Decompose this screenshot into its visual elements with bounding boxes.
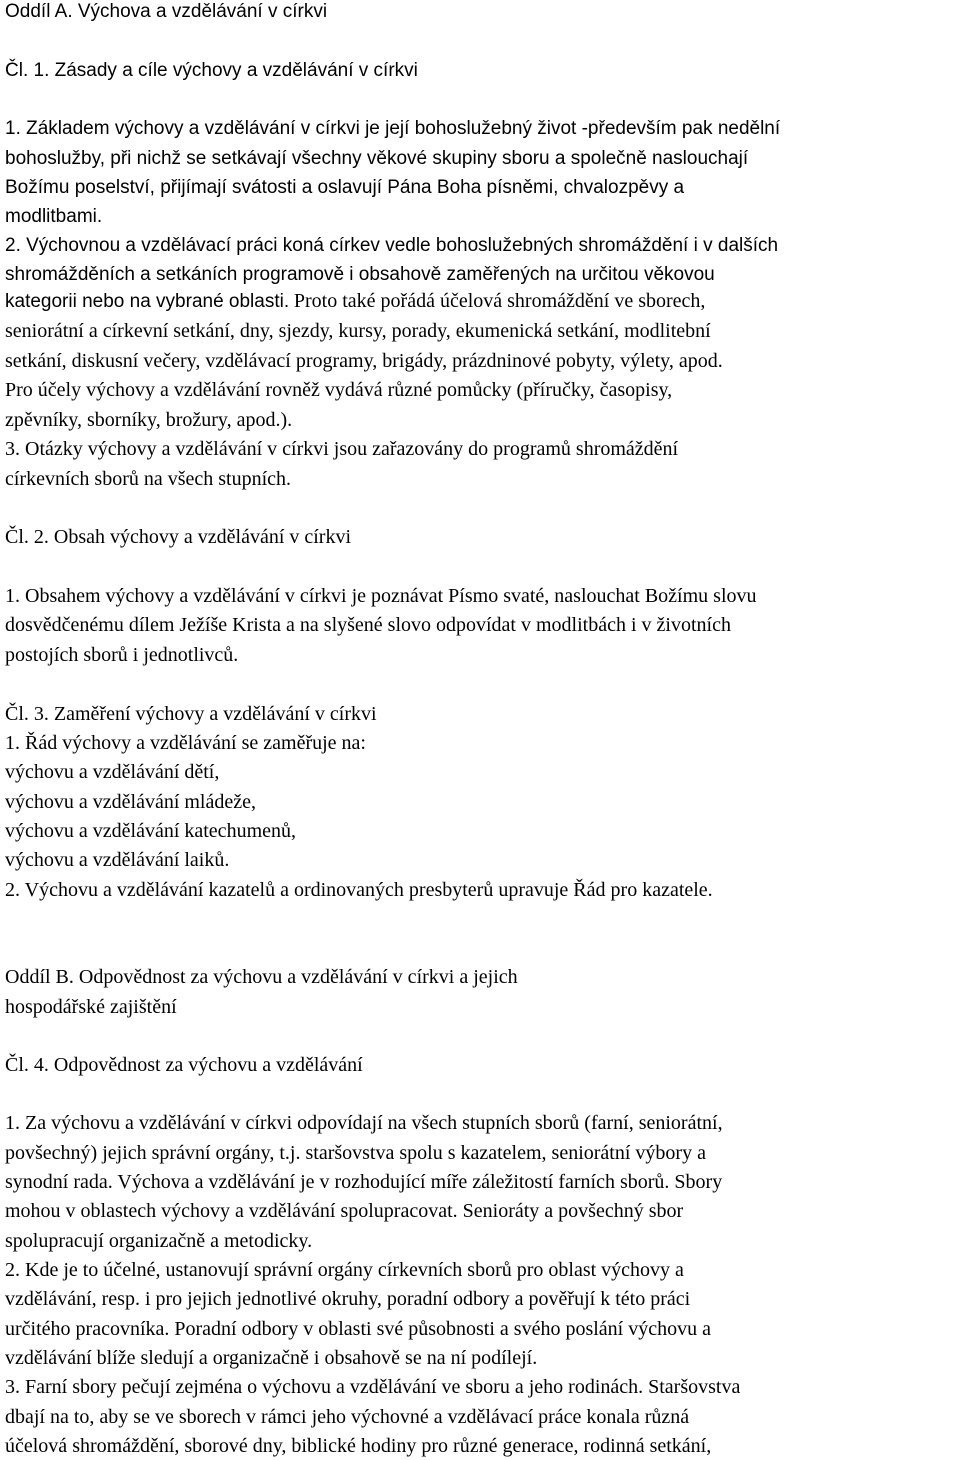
article-1-text-line: Božímu poselství, přijímají svátosti a oslavují Pána Boha písněmi, chvalozpěvy a [5, 177, 685, 198]
article-1-text-line: církevních sborů na všech stupních. [5, 468, 292, 490]
article-3-text-line: 1. Řád výchovy a vzdělávání se zaměřuje na: [5, 732, 366, 754]
article-4-text-line: spolupracují organizačně a metodicky. [5, 1230, 313, 1252]
article-1-heading: Čl. 1. Zásady a cíle výchovy a vzdělávání v církvi [5, 60, 418, 81]
article-4-text-line: 2. Kde je to účelné, ustanovují správní orgány církevních sborů pro oblast výchovy a [5, 1259, 684, 1281]
article-4-text-line: dbají na to, aby se ve sborech v rámci jeho výchovné a vzdělávací práce konala různá [5, 1406, 690, 1428]
article-4-text-line: mohou v oblastech výchovy a vzdělávání spolupracovat. Senioráty a povšechný sbor [5, 1200, 684, 1222]
article-1-text-line: bohoslužby, při nichž se setkávají všechny věkové skupiny sboru a společně naslouchají [5, 148, 749, 169]
list-item: výchovu a vzdělávání katechumenů, [5, 820, 296, 842]
section-a-heading: Oddíl A. Výchova a vzdělávání v církvi [5, 1, 328, 22]
article-1-text-line: 3. Otázky výchovy a vzdělávání v církvi jsou zařazovány do programů shromáždění [5, 438, 679, 460]
article-4-text-line: 1. Za výchovu a vzdělávání v církvi odpovídají na všech stupních sborů (farní, seniorátní, [5, 1112, 723, 1134]
section-b-heading: Oddíl B. Odpovědnost za výchovu a vzdělávání v církvi a jejich [5, 966, 518, 988]
article-2-text-line: dosvědčenému dílem Ježíše Krista a na slyšené slovo odpovídat v modlitbách i v životních [5, 614, 731, 636]
article-2-text-line: 1. Obsahem výchovy a vzdělávání v církvi je poznávat Písmo svaté, naslouchat Božímu slovu [5, 585, 757, 607]
article-4-text-line: synodní rada. Výchova a vzdělávání je v rozhodující míře záležitostí farních sborů. Sbory [5, 1171, 723, 1193]
list-item: výchovu a vzdělávání mládeže, [5, 791, 256, 813]
article-1-text-line: 2. Výchovnou a vzdělávací práci koná církev vedle bohoslužebných shromáždění i v dalších [5, 235, 779, 256]
article-1-text-line: setkání, diskusní večery, vzdělávací programy, brigády, prázdninové pobyty, výlety, apod. [5, 350, 723, 372]
article-1-text-line [5, 289, 705, 314]
article-4-text-line: 3. Farní sbory pečují zejména o výchovu a vzdělávání ve sboru a jeho rodinách. Staršovstva [5, 1376, 741, 1398]
text-run: Proto také pořádá účelová shromáždění ve sborech, [293, 290, 706, 312]
article-4-text-line: určitého pracovníka. Poradní odbory v oblasti své působnosti a svého poslání výchovu a [5, 1318, 711, 1340]
article-2-heading: Čl. 2. Obsah výchovy a vzdělávání v církvi [5, 526, 352, 548]
article-1-text-line: shromážděních a setkáních programově i obsahově zaměřených na určitou věkovou [5, 264, 715, 285]
article-3-text-line: 2. Výchovu a vzdělávání kazatelů a ordinovaných presbyterů upravuje Řád pro kazatele. [5, 879, 713, 901]
article-4-text-line: účelová shromáždění, sborové dny, biblické hodiny pro různé generace, rodinná setkání, [5, 1435, 712, 1457]
article-3-heading: Čl. 3. Zaměření výchovy a vzdělávání v církvi [5, 703, 377, 725]
article-4-heading: Čl. 4. Odpovědnost za výchovu a vzdělávání [5, 1054, 363, 1076]
article-4-text-line: vzdělávání blíže sledují a organizačně i obsahově se na ní podílejí. [5, 1347, 538, 1369]
article-4-text-line: vzdělávání, resp. i pro jejich jednotlivé okruhy, poradní odbory a pověřují k této práci [5, 1288, 691, 1310]
list-item: výchovu a vzdělávání laiků. [5, 849, 230, 871]
article-1-text-line: zpěvníky, sborníky, brožury, apod.). [5, 409, 293, 431]
text-run: kategorii nebo na vybrané oblasti. [5, 291, 290, 312]
section-b-heading: hospodářské zajištění [5, 996, 177, 1018]
article-4-text-line: povšechný) jejich správní orgány, t.j. staršovstva spolu s kazatelem, seniorátní výbory a [5, 1142, 706, 1164]
article-1-text-line: Pro účely výchovy a vzdělávání rovněž vydává různé pomůcky (příručky, časopisy, [5, 379, 673, 401]
article-1-text-line: 1. Základem výchovy a vzdělávání v církvi je její bohoslužebný život -především pak nedělní [5, 118, 781, 139]
article-2-text-line: postojích sborů i jednotlivců. [5, 644, 239, 666]
article-1-text-line: modlitbami. [5, 206, 103, 227]
list-item: výchovu a vzdělávání dětí, [5, 761, 220, 783]
article-1-text-line: seniorátní a církevní setkání, dny, sjezdy, kursy, porady, ekumenická setkání, modlitební [5, 320, 711, 342]
